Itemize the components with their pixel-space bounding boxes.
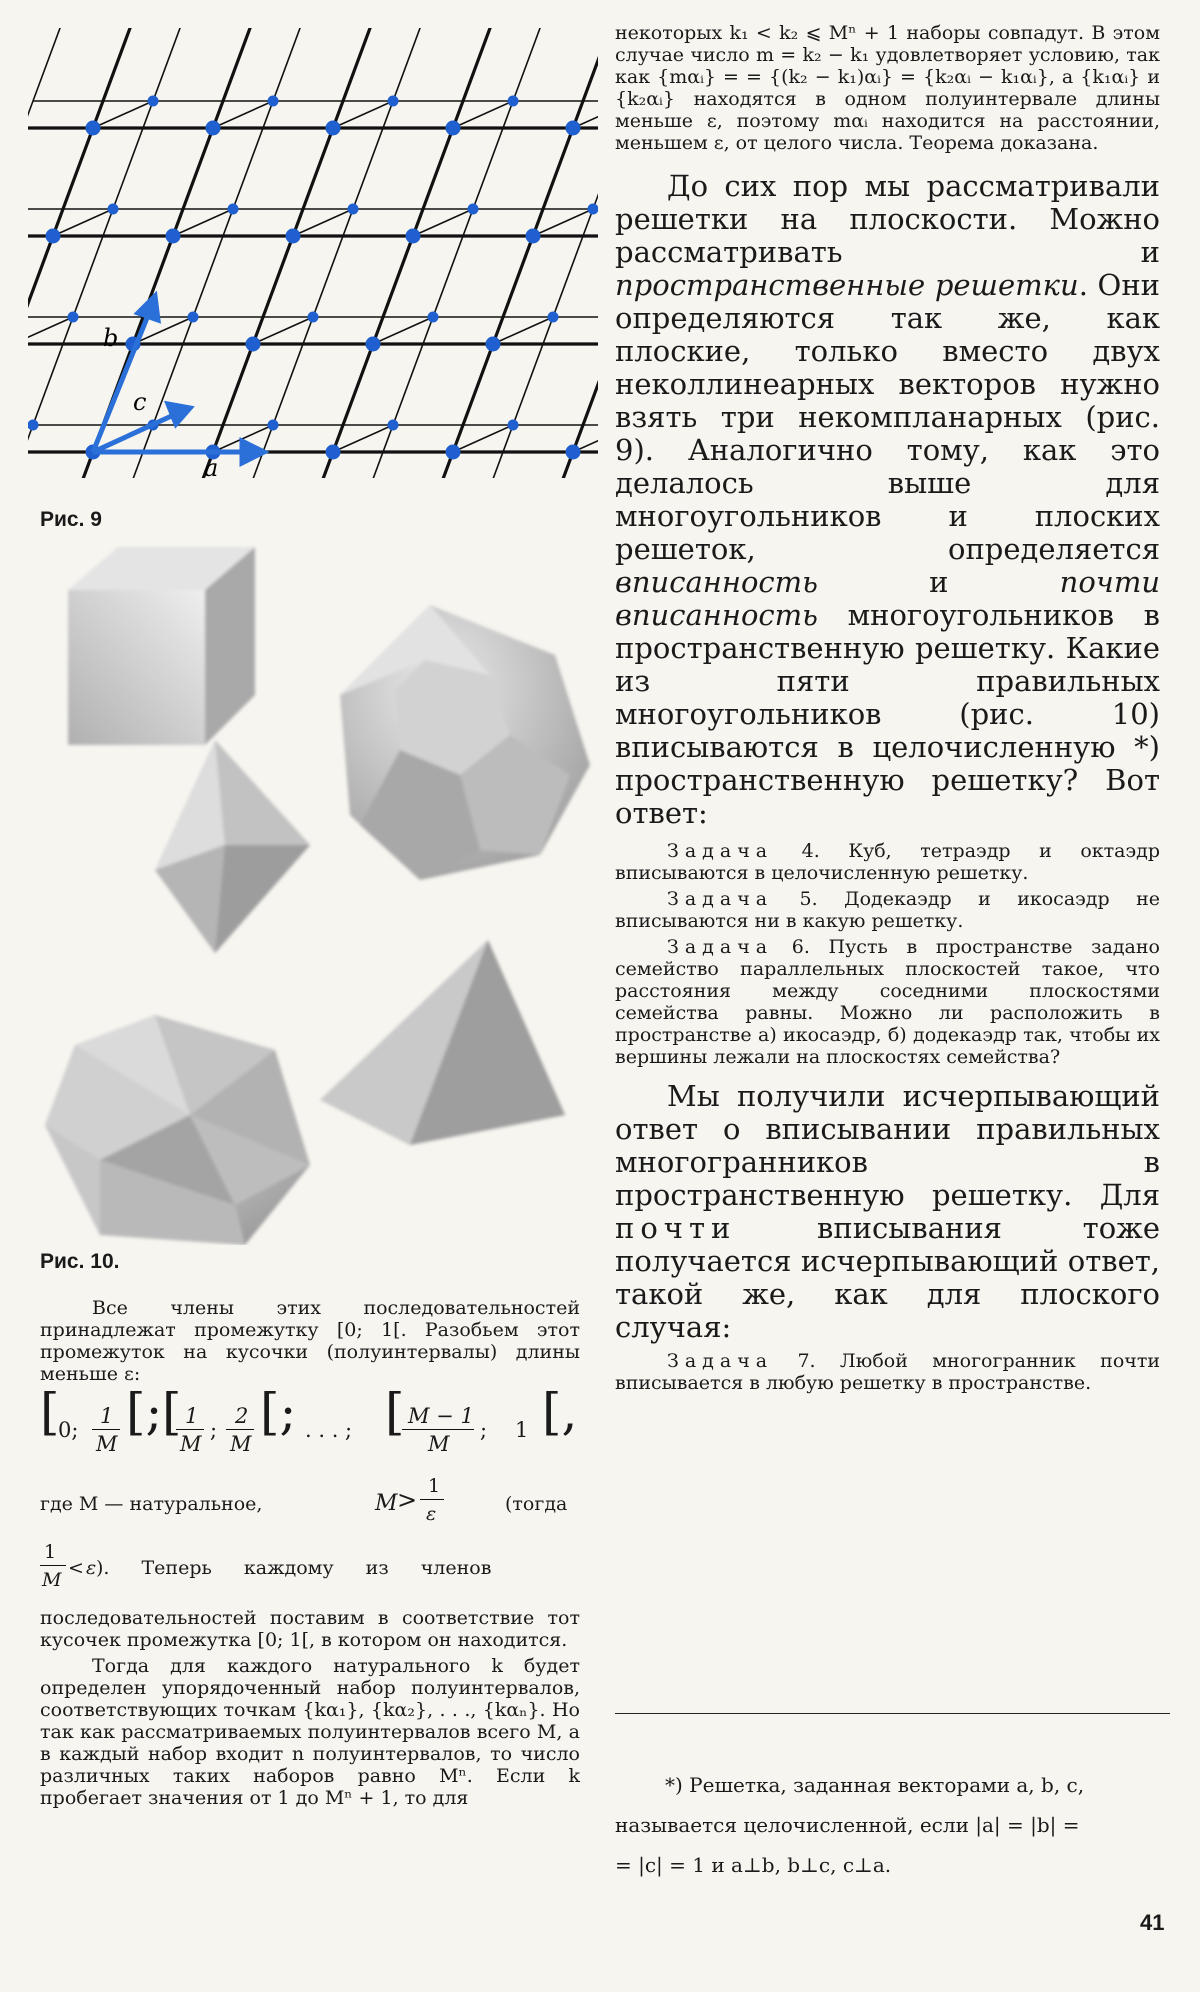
lattice-point: [468, 204, 479, 215]
left-paragraph-2: последовательностей поставим в соответствие тот кусочек промежутка [0; 1[, в котором он находится.: [40, 1607, 580, 1651]
lattice-point: [566, 121, 581, 136]
lattice-point: [486, 337, 501, 352]
lattice-line: [173, 28, 413, 478]
lattice-line: [28, 28, 113, 478]
lattice-line: [353, 28, 593, 478]
lattice-line: [113, 28, 353, 478]
lattice-point: [526, 229, 541, 244]
lattice-line: [533, 28, 598, 478]
figure-10-polyhedra: [40, 545, 610, 1245]
vector-label-c: c: [133, 388, 147, 416]
dodecahedron-shape: [340, 605, 590, 880]
lattice-point: [28, 420, 39, 431]
task-6: Задача 6. Пусть в пространстве задано семейство параллельных плоскостей такое, что расстояния между соседними плоскостями семейства равны. Можно ли расположить в пространстве а) икосаэдр, б) додекаэдр так, чтобы их вершины лежали на плоскостях семейства?: [615, 936, 1160, 1068]
lattice-point: [446, 121, 461, 136]
lattice-point: [326, 121, 341, 136]
lattice-line: [413, 28, 598, 478]
lattice-point: [246, 337, 261, 352]
lattice-point: [268, 96, 279, 107]
page-number: 41: [1140, 1910, 1165, 1935]
lattice-point: [428, 312, 439, 323]
lattice-point: [86, 121, 101, 136]
right-paragraph-1: До сих пор мы рассматривали решетки на плоскости. Можно рассматривать и пространственные решетки. Они определяются так же, как плоские, только вместо двух неколлинеарных векторов нужно взять три некомпланарных (рис. 9). Аналогично тому, как это делалось выше для многоугольников и плоских решеток, определяется вписанность и почти вписанность многоугольников в пространственную решетку. Какие из пяти правильных многоугольников (рис. 10) вписываются в целочисленную *) пространственную решетку? Вот ответ:: [615, 169, 1160, 830]
figure-9-lattice: [28, 28, 598, 478]
left-column: [40, 1297, 580, 1809]
lattice-point: [388, 420, 399, 431]
lattice-line: [28, 28, 173, 478]
lattice-line: [28, 317, 73, 344]
lattice-point: [268, 420, 279, 431]
right-paragraph-2: Мы получили исчерпывающий ответ о вписывании правильных многогранников в пространственную решетку. Для почти вписывания тоже получается исчерпывающий ответ, такой же, как для плоского случая:: [615, 1079, 1160, 1344]
lattice-point: [188, 312, 199, 323]
lattice-point: [228, 204, 239, 215]
task-7: Задача 7. Любой многогранник почти вписывается в любую решетку в пространстве.: [615, 1350, 1160, 1394]
lattice-line: [593, 28, 598, 478]
footnote-rule: [615, 1713, 1170, 1714]
task-4: Задача 4. Куб, тетраэдр и октаэдр вписываются в целочисленную решетку.: [615, 840, 1160, 884]
lattice-point: [308, 312, 319, 323]
vector-label-b: b: [103, 324, 119, 352]
lattice-point: [548, 312, 559, 323]
footnote: *) Решетка, заданная векторами a, b, c, называется целочисленной, если |a| = |b| = = |c| = 1 и a⊥b, b⊥c, c⊥a.: [615, 1773, 1085, 1877]
partition-formula: [ 0; 1 M [; [ 1 M ; 2 M [; . . . ; [ M − 1 M ; 1 [,: [40, 1383, 578, 1456]
lattice-point: [46, 229, 61, 244]
lattice-point: [326, 445, 341, 460]
lattice-line: [293, 28, 533, 478]
eps-line: 1 M < ε ). Теперь каждому из членов: [42, 1541, 492, 1591]
lattice-point: [508, 96, 519, 107]
lattice-line: [28, 28, 233, 478]
task-5: Задача 5. Додекаэдр и икосаэдр не вписываются ни в какую решетку.: [615, 888, 1160, 932]
lattice-point: [148, 96, 159, 107]
vector-b-arrowhead: [138, 296, 158, 320]
lattice-line: [233, 28, 473, 478]
lattice-line: [473, 28, 598, 478]
lattice-point: [388, 96, 399, 107]
tetrahedron-shape: [320, 940, 565, 1145]
lattice-point: [348, 204, 359, 215]
lattice-point: [108, 204, 119, 215]
cube-shape: [68, 547, 255, 745]
vector-label-a: a: [204, 454, 219, 478]
lattice-point: [446, 445, 461, 460]
lattice-point: [206, 121, 221, 136]
lattice-point: [508, 420, 519, 431]
lattice-point: [366, 337, 381, 352]
lattice-line: [28, 28, 53, 478]
lattice-point: [406, 229, 421, 244]
lattice-point: [166, 229, 181, 244]
where-line: где M — натуральное, M > 1 ε (тогда: [40, 1475, 568, 1525]
figure-10-caption: Рис. 10.: [40, 1250, 120, 1273]
vector-c-arrowhead: [168, 404, 190, 424]
right-column: [615, 22, 1160, 1394]
icosahedron-shape: [45, 1015, 310, 1245]
octahedron-shape: [155, 740, 310, 953]
lattice-point: [286, 229, 301, 244]
right-paragraph-0: некоторых k₁ < k₂ ⩽ Mⁿ + 1 наборы совпадут. В этом случае число m = k₂ − k₁ удовлетворяет условию, так как {mαᵢ} = = {(k₂ − k₁)αᵢ} = {k₂αᵢ − k₁αᵢ}, а {k₁αᵢ} и {k₂αᵢ} находятся в одном полуинтервале длины меньше ε, поэтому mαᵢ находится на расстоянии, меньшем ε, от целого числа. Теорема доказана.: [615, 22, 1160, 154]
left-paragraph-3: Тогда для каждого натурального k будет определен упорядоченный набор полуинтервалов, соответствующих точкам {kα₁}, {kα₂}, . . ., {kαₙ}. Но так как рассматриваемых полуинтервалов всего M, а в каждый набор входит n полуинтервалов, то число различных таких наборов равно Mⁿ. Если k пробегает значения от 1 до Mⁿ + 1, то для: [40, 1655, 580, 1809]
lattice-point: [566, 445, 581, 460]
lattice-point: [588, 204, 599, 215]
left-paragraph-1: Все члены этих последовательностей принадлежат промежутку [0; 1[. Разобьем этот промежуток на кусочки (полуинтервалы) длины меньше ε:: [40, 1297, 580, 1385]
figure-9-caption: Рис. 9: [40, 508, 102, 531]
lattice-point: [68, 312, 79, 323]
